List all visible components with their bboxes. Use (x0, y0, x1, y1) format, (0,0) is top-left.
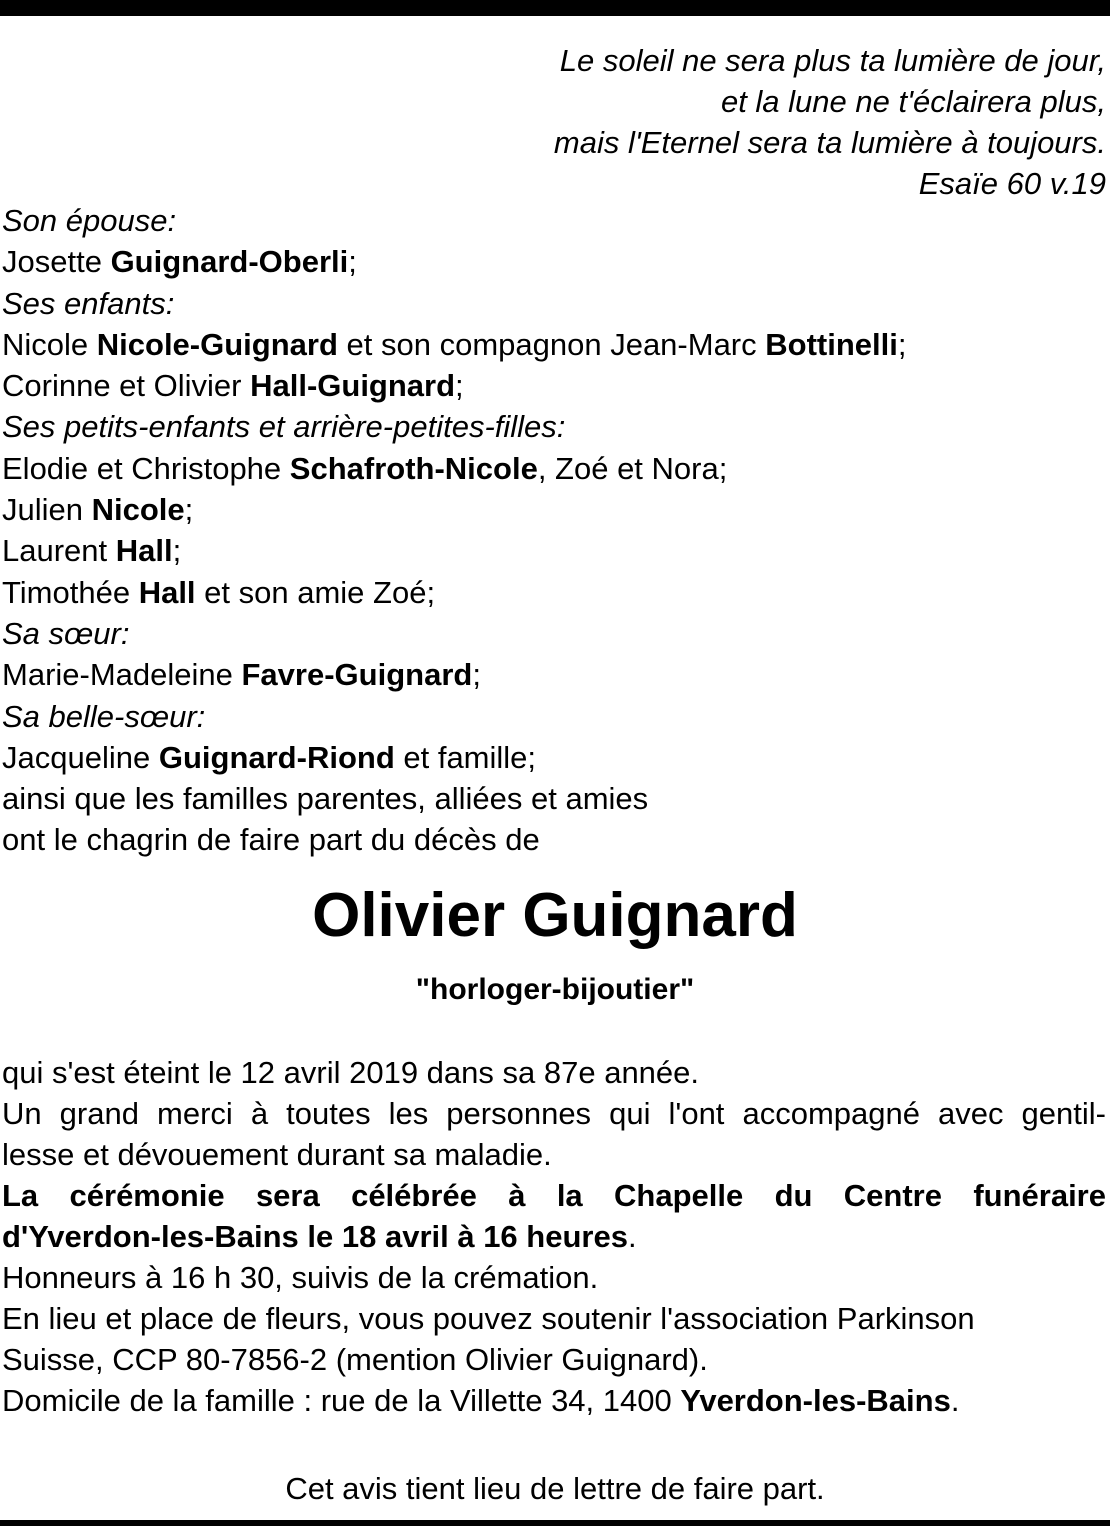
top-rule (0, 0, 1110, 16)
spouse-entry: Josette Guignard-Oberli; (2, 244, 357, 280)
grandchild-entry: Timothée Hall et son amie Zoé; (2, 574, 436, 610)
verse-line: et la lune ne t'éclairera plus, (720, 84, 1106, 119)
bible-verse (554, 40, 1106, 204)
notice-details (2, 1052, 1106, 1421)
closing-line: ont le chagrin de faire part du décès de (2, 822, 540, 858)
grandchild-entry: Julien Nicole; (2, 492, 194, 528)
verse-reference: Esaïe 60 v.19 (918, 166, 1106, 201)
flowers-line: Suisse, CCP 80-7856-2 (mention Olivier Guignard). (2, 1342, 708, 1377)
children-label: Ses enfants: (2, 285, 175, 321)
grandchild-entry: Elodie et Christophe Schafroth-Nicole, Zoé et Nora; (2, 450, 728, 486)
domicile-line: Domicile de la famille : rue de la Villette 34, 1400 Yverdon-les-Bains. (2, 1383, 960, 1418)
closing-line: ainsi que les familles parentes, alliées et amies (2, 781, 649, 817)
sister-entry: Marie-Madeleine Favre-Guignard; (2, 657, 481, 693)
grandchildren-label: Ses petits-enfants et arrière-petites-filles: (2, 409, 566, 445)
footer-note: Cet avis tient lieu de lettre de faire part. (285, 1471, 825, 1506)
sister-in-law-entry: Jacqueline Guignard-Riond et famille; (2, 739, 537, 775)
family-list (2, 200, 1102, 861)
ceremony-line: d'Yverdon-les-Bains le 18 avril à 16 heures. (2, 1219, 637, 1254)
sister-label: Sa sœur: (2, 615, 130, 651)
thanks-line: Un grand merci à toutes les personnes qui l'ont accompagné avec gentil- (2, 1096, 1106, 1131)
sister-in-law-label: Sa belle-sœur: (2, 698, 206, 734)
deceased-profession: "horloger-bijoutier" (415, 973, 695, 1006)
death-statement: qui s'est éteint le 12 avril 2019 dans sa 87e année. (2, 1055, 700, 1090)
thanks-line: lesse et dévouement durant sa maladie. (2, 1137, 552, 1172)
bottom-rule (0, 1520, 1110, 1526)
verse-line: mais l'Eternel sera ta lumière à toujours. (553, 125, 1106, 160)
grandchild-entry: Laurent Hall; (2, 533, 182, 569)
child-entry: Corinne et Olivier Hall-Guignard; (2, 368, 464, 404)
child-entry: Nicole Nicole-Guignard et son compagnon Jean-Marc Bottinelli; (2, 326, 907, 362)
spouse-label: Son épouse: (2, 203, 177, 238)
deceased-name: Olivier Guignard (312, 881, 798, 950)
honours-line: Honneurs à 16 h 30, suivis de la crémation. (2, 1260, 599, 1295)
ceremony-line: La cérémonie sera célébrée à la Chapelle du Centre funéraire (2, 1178, 1106, 1213)
flowers-line: En lieu et place de fleurs, vous pouvez soutenir l'association Parkinson (2, 1301, 975, 1336)
verse-line: Le soleil ne sera plus ta lumière de jour, (559, 43, 1106, 78)
